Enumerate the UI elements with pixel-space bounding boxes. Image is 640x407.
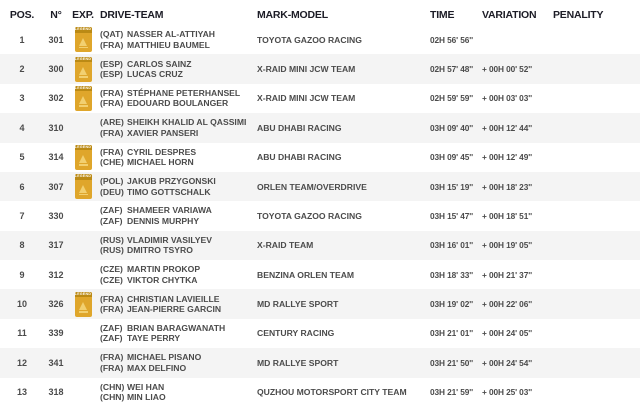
driver-2-country: (DEU) (100, 186, 124, 197)
driver-2-name: XAVIER PANSERI (127, 127, 199, 138)
driver-2 (100, 304, 252, 315)
drive-team-cell (98, 352, 252, 373)
drive-team-cell (98, 88, 252, 109)
time-value: 02H 59' 59'' (430, 93, 474, 104)
table-row[interactable] (0, 54, 640, 83)
table-row[interactable] (0, 378, 640, 407)
time-value: 02H 56' 56'' (430, 34, 474, 45)
driver-2-country: (ZAF) (100, 333, 123, 344)
driver-2-name: MIN LIAO (127, 392, 166, 403)
position-value: 10 (16, 299, 27, 310)
position-value: 12 (16, 357, 27, 368)
driver-2-country: (CZE) (100, 274, 123, 285)
car-number-value: 314 (48, 152, 64, 163)
table-row[interactable] (0, 348, 640, 377)
variation-value: + 00H 18' 23'' (482, 181, 532, 192)
driver-1 (100, 323, 252, 334)
table-row[interactable] (0, 25, 640, 54)
variation-value: + 00H 24' 05'' (482, 328, 532, 339)
driver-2-name: MICHAEL HORN (127, 157, 194, 168)
table-row[interactable] (0, 231, 640, 260)
exp-cell (68, 203, 98, 228)
driver-2-country: (ESP) (100, 69, 123, 80)
driver-1 (100, 264, 252, 275)
header-number: N° (50, 9, 62, 21)
driver-2 (100, 69, 252, 80)
legend-badge-emblem (79, 302, 87, 310)
table-row[interactable] (0, 143, 640, 172)
legend-badge-icon (75, 57, 92, 82)
time-value: 03H 21' 01'' (430, 328, 474, 339)
mark-model-value: ABU DHABI RACING (257, 152, 342, 163)
variation-value: + 00H 22' 06'' (482, 299, 532, 310)
driver-2 (100, 216, 252, 227)
driver-1-country: (FRA) (100, 352, 124, 363)
legend-badge-label: LEGEND (74, 27, 92, 32)
car-number-value: 300 (48, 64, 64, 75)
driver-2-name: MAX DELFINO (127, 362, 187, 373)
legend-badge-emblem (79, 67, 87, 75)
car-number-value: 317 (48, 240, 64, 251)
driver-1-country: (ARE) (100, 117, 124, 128)
time-value: 03H 18' 33'' (430, 269, 474, 280)
car-number-value: 307 (48, 181, 64, 192)
driver-1-name: JAKUB PRZYGONSKI (127, 176, 216, 187)
legend-badge-icon (75, 86, 92, 111)
table-row[interactable] (0, 319, 640, 348)
table-body (0, 25, 640, 407)
mark-model-value: ORLEN TEAM/OVERDRIVE (257, 181, 367, 192)
mark-model-value: X-RAID MINI JCW TEAM (257, 64, 356, 75)
driver-1-name: WEI HAN (127, 381, 165, 392)
position-value: 11 (17, 328, 27, 339)
driver-1-country: (FRA) (100, 293, 124, 304)
drive-team-cell (98, 29, 252, 50)
time-value: 03H 09' 45'' (430, 152, 474, 163)
driver-2-country: (FRA) (100, 304, 124, 315)
mark-model-value: X-RAID MINI JCW TEAM (257, 93, 356, 104)
header-drive-team: DRIVE-TEAM (100, 9, 164, 21)
time-value: 03H 21' 50'' (430, 357, 474, 368)
exp-cell (68, 321, 98, 346)
driver-1 (100, 147, 252, 158)
drive-team-cell (98, 59, 252, 80)
drive-team-cell (98, 264, 252, 285)
time-value: 02H 57' 48'' (430, 64, 474, 75)
variation-value: + 00H 12' 49'' (482, 152, 532, 163)
driver-1-name: VLADIMIR VASILYEV (127, 234, 212, 245)
mark-model-value: TOYOTA GAZOO RACING (257, 34, 362, 45)
driver-1-country: (ZAF) (100, 205, 123, 216)
drive-team-cell (98, 323, 252, 344)
mark-model-value: X-RAID TEAM (257, 240, 314, 251)
driver-2 (100, 187, 252, 198)
driver-1-name: STÉPHANE PETERHANSEL (127, 87, 241, 98)
driver-1 (100, 382, 252, 393)
variation-value: + 00H 25' 03'' (482, 387, 532, 398)
variation-value: + 00H 03' 03'' (482, 93, 532, 104)
drive-team-cell (98, 235, 252, 256)
table-row[interactable] (0, 201, 640, 230)
driver-1-name: CYRIL DESPRES (127, 146, 197, 157)
mark-model-value: QUZHOU MOTORSPORT CITY TEAM (257, 387, 407, 398)
driver-1 (100, 117, 252, 128)
position-value: 2 (19, 64, 25, 75)
driver-1-country: (CHN) (100, 381, 125, 392)
position-value: 1 (19, 34, 25, 45)
legend-badge-icon (75, 27, 92, 52)
legend-badge-label: LEGEND (74, 85, 92, 90)
driver-1 (100, 29, 252, 40)
driver-2-name: EDOUARD BOULANGER (127, 98, 229, 109)
driver-1 (100, 176, 252, 187)
driver-1-country: (FRA) (100, 146, 124, 157)
driver-2-name: DENNIS MURPHY (127, 215, 200, 226)
car-number-value: 339 (48, 328, 64, 339)
header-variation: VARIATION (482, 9, 537, 21)
driver-1-name: CHRISTIAN LAVIEILLE (127, 293, 220, 304)
driver-1-country: (RUS) (100, 234, 124, 245)
mark-model-value: MD RALLYE SPORT (257, 357, 339, 368)
exp-cell (68, 174, 98, 199)
driver-2-country: (FRA) (100, 39, 124, 50)
driver-1-name: SHEIKH KHALID AL QASSIMI (127, 117, 247, 128)
variation-value: + 00H 24' 54'' (482, 357, 532, 368)
legend-badge-icon (75, 145, 92, 170)
car-number-value: 310 (48, 122, 64, 133)
legend-badge-emblem (79, 38, 87, 46)
time-value: 03H 15' 47'' (430, 210, 474, 221)
time-value: 03H 16' 01'' (430, 240, 474, 251)
table-row[interactable] (0, 113, 640, 142)
variation-value: + 00H 19' 05'' (482, 240, 532, 251)
car-number-value: 301 (48, 34, 64, 45)
legend-badge-label: LEGEND (74, 144, 92, 149)
table-row[interactable] (0, 84, 640, 113)
table-row[interactable] (0, 289, 640, 318)
position-value: 7 (19, 210, 25, 221)
variation-value: + 00H 12' 44'' (482, 122, 532, 133)
legend-badge-icon (75, 292, 92, 317)
driver-1 (100, 352, 252, 363)
driver-2-name: TIMO GOTTSCHALK (127, 186, 211, 197)
driver-1-name: CARLOS SAINZ (127, 58, 192, 69)
mark-model-value: ABU DHABI RACING (257, 122, 342, 133)
position-value: 9 (19, 269, 25, 280)
driver-2 (100, 40, 252, 51)
header-penality: PENALITY (553, 9, 604, 21)
legend-badge-emblem (79, 96, 87, 104)
header-exp: EXP. (72, 9, 94, 21)
exp-cell (68, 262, 98, 287)
driver-1 (100, 235, 252, 246)
mark-model-value: MD RALLYE SPORT (257, 299, 339, 310)
driver-2-country: (RUS) (100, 245, 124, 256)
variation-value: + 00H 00' 52'' (482, 64, 532, 75)
car-number-value: 326 (48, 299, 64, 310)
car-number-value: 302 (48, 93, 64, 104)
driver-2-country: (ZAF) (100, 215, 123, 226)
table-row[interactable] (0, 172, 640, 201)
legend-badge-emblem (79, 155, 87, 163)
driver-2-name: DMITRO TSYRO (127, 245, 193, 256)
position-value: 13 (16, 387, 27, 398)
driver-2-country: (CHE) (100, 157, 124, 168)
driver-1-name: MICHAEL PISANO (127, 352, 202, 363)
exp-cell (68, 145, 98, 170)
driver-1-name: BRIAN BARAGWANATH (127, 322, 226, 333)
driver-2 (100, 128, 252, 139)
driver-2-country: (FRA) (100, 127, 124, 138)
driver-1-name: SHAMEER VARIAWA (127, 205, 212, 216)
driver-1 (100, 294, 252, 305)
position-value: 8 (19, 240, 25, 251)
driver-2 (100, 157, 252, 168)
header-time: TIME (430, 9, 455, 21)
position-value: 6 (19, 181, 25, 192)
legend-badge-label: LEGEND (74, 56, 92, 61)
car-number-value: 341 (48, 357, 64, 368)
drive-team-cell (98, 147, 252, 168)
exp-cell (68, 292, 98, 317)
exp-cell (68, 115, 98, 140)
legend-badge-icon (75, 174, 92, 199)
mark-model-value: BENZINA ORLEN TEAM (257, 269, 355, 280)
exp-cell (68, 350, 98, 375)
driver-1 (100, 59, 252, 70)
legend-badge-emblem (79, 185, 87, 193)
header-pos: POS. (9, 9, 35, 21)
driver-2 (100, 98, 252, 109)
driver-1-country: (POL) (100, 176, 124, 187)
driver-1-country: (ZAF) (100, 322, 123, 333)
time-value: 03H 21' 59'' (430, 387, 474, 398)
driver-2-country: (FRA) (100, 362, 124, 373)
drive-team-cell (98, 205, 252, 226)
car-number-value: 318 (48, 387, 64, 398)
driver-1-country: (FRA) (100, 87, 124, 98)
driver-2-country: (FRA) (100, 98, 124, 109)
driver-2 (100, 392, 252, 403)
driver-1 (100, 88, 252, 99)
position-value: 3 (19, 93, 25, 104)
driver-2 (100, 363, 252, 374)
time-value: 03H 15' 19'' (430, 181, 474, 192)
mark-model-value: CENTURY RACING (257, 328, 335, 339)
time-value: 03H 19' 02'' (430, 299, 474, 310)
exp-cell (68, 380, 98, 405)
exp-cell (68, 27, 98, 52)
drive-team-cell (98, 382, 252, 403)
driver-2-name: MATTHIEU BAUMEL (127, 39, 210, 50)
legend-badge-label: LEGEND (74, 174, 92, 179)
mark-model-value: TOYOTA GAZOO RACING (257, 210, 362, 221)
table-row[interactable] (0, 260, 640, 289)
driver-1-country: (CZE) (100, 264, 123, 275)
driver-2 (100, 275, 252, 286)
legend-badge-label: LEGEND (74, 291, 92, 296)
drive-team-cell (98, 294, 252, 315)
driver-1-name: NASSER AL-ATTIYAH (127, 29, 216, 40)
driver-2-name: JEAN-PIERRE GARCIN (127, 304, 222, 315)
time-value: 03H 09' 40'' (430, 122, 474, 133)
driver-2 (100, 333, 252, 344)
drive-team-cell (98, 117, 252, 138)
position-value: 5 (19, 152, 25, 163)
variation-value: + 00H 21' 37'' (482, 269, 532, 280)
driver-1 (100, 205, 252, 216)
driver-1-country: (QAT) (100, 29, 124, 40)
table-header-row (0, 0, 640, 25)
driver-2 (100, 245, 252, 256)
car-number-value: 312 (48, 269, 64, 280)
driver-2-country: (CHN) (100, 392, 125, 403)
exp-cell (68, 86, 98, 111)
header-mark-model: MARK-MODEL (257, 9, 328, 21)
driver-1-name: MARTIN PROKOP (127, 264, 201, 275)
driver-2-name: LUCAS CRUZ (127, 69, 183, 80)
driver-2-name: TAYE PERRY (127, 333, 181, 344)
exp-cell (68, 233, 98, 258)
driver-2-name: VIKTOR CHYTKA (127, 274, 198, 285)
driver-1-country: (ESP) (100, 58, 123, 69)
exp-cell (68, 57, 98, 82)
variation-value: + 00H 18' 51'' (482, 210, 532, 221)
car-number-value: 330 (48, 210, 64, 221)
drive-team-cell (98, 176, 252, 197)
position-value: 4 (19, 122, 25, 133)
